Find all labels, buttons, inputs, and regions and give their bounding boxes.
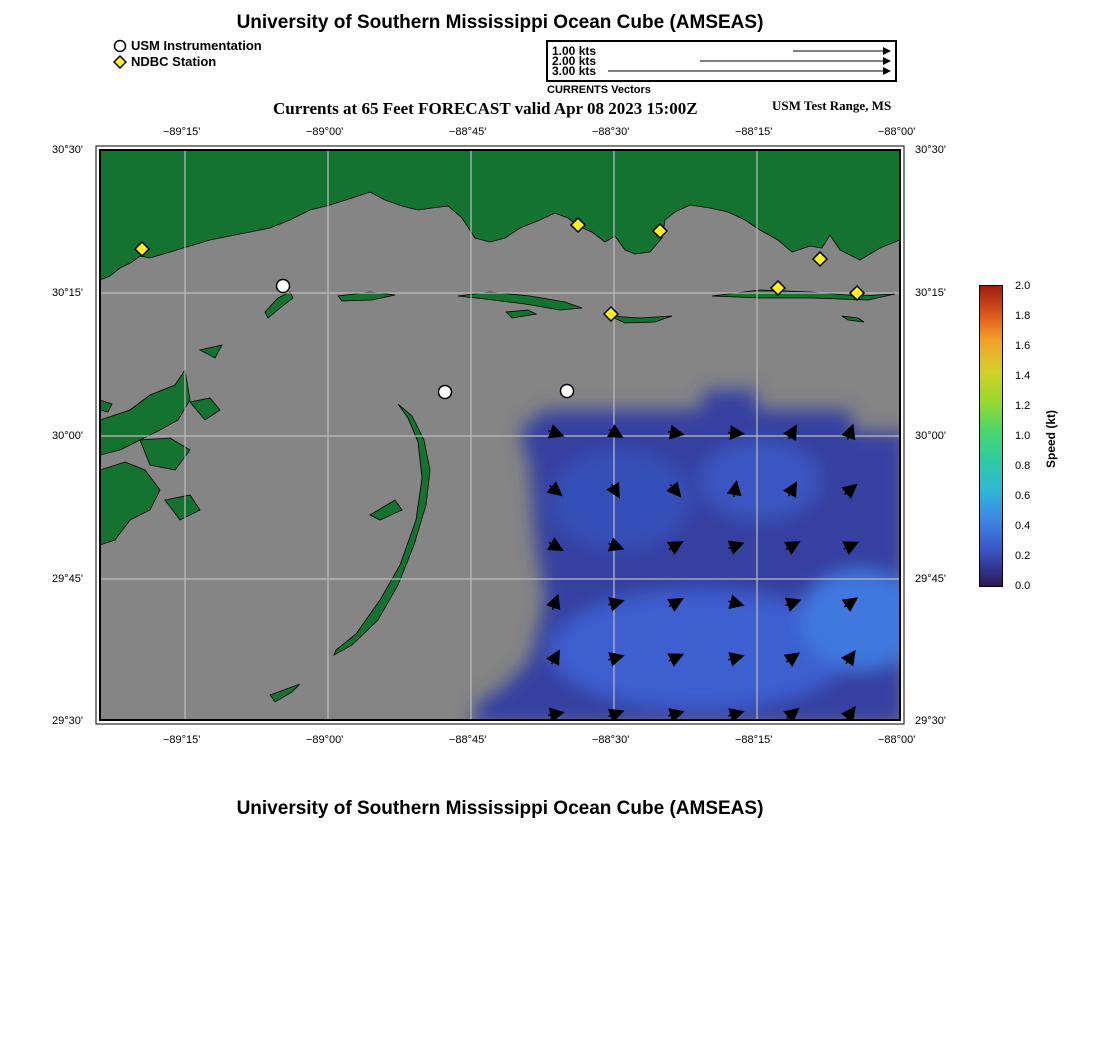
usm-station-marker[interactable] xyxy=(561,385,574,398)
current-map xyxy=(90,140,914,732)
footer-title: University of Southern Mississippi Ocean Cube (AMSEAS) xyxy=(236,798,764,819)
lon-tick-top-5: −88°15' xyxy=(735,126,773,138)
lat-tick-right-5: 29°30' xyxy=(915,715,946,727)
colorbar-tick: 2.0 xyxy=(1015,280,1031,292)
map-subtitle: Currents at 65 Feet FORECAST valid Apr 08 2023 15:00Z xyxy=(273,99,698,118)
lon-tick-bottom-6: −88°00' xyxy=(878,734,916,746)
legend-usm-label: USM Instrumentation xyxy=(131,38,262,53)
colorbar-tick: 1.4 xyxy=(1015,370,1031,382)
lat-tick-left-5: 29°30' xyxy=(52,715,83,727)
lat-tick-left-3: 30°00' xyxy=(52,430,83,442)
colorbar-tick: 1.8 xyxy=(1015,310,1031,322)
colorbar-tick: 1.6 xyxy=(1015,340,1031,352)
lon-tick-bottom-1: −89°15' xyxy=(163,734,201,746)
lon-tick-top-3: −88°45' xyxy=(449,126,487,138)
colorbar-tick: 0.0 xyxy=(1015,580,1031,592)
lon-tick-bottom-3: −88°45' xyxy=(449,734,487,746)
vector-label-3: 3.00 kts xyxy=(552,64,597,78)
vector-scale-box xyxy=(546,40,897,82)
colorbar-label: Speed (kt) xyxy=(1044,409,1058,468)
speed-colorbar xyxy=(979,285,1003,587)
legend-ndbc xyxy=(113,54,262,69)
lon-tick-bottom-2: −89°00' xyxy=(306,734,344,746)
colorbar-tick: 1.2 xyxy=(1015,400,1031,412)
lat-tick-left-4: 29°45' xyxy=(52,573,83,585)
usm-station-marker[interactable] xyxy=(439,386,452,399)
vector-caption: CURRENTS Vectors xyxy=(547,84,651,96)
lon-tick-bottom-5: −88°15' xyxy=(735,734,773,746)
colorbar-tick: 0.8 xyxy=(1015,460,1031,472)
lat-tick-left-2: 30°15' xyxy=(52,287,83,299)
lon-tick-top-6: −88°00' xyxy=(878,126,916,138)
usm-circle-icon xyxy=(113,39,127,53)
colorbar-tick: 0.2 xyxy=(1015,550,1031,562)
range-label: USM Test Range, MS xyxy=(772,98,892,113)
usm-station-marker[interactable] xyxy=(277,280,290,293)
lon-tick-bottom-4: −88°30' xyxy=(592,734,630,746)
vector-label-1: 1.00 kts xyxy=(552,44,597,58)
marker-legend xyxy=(113,38,262,69)
vector-scale-arrows xyxy=(548,42,895,80)
lat-tick-right-1: 30°30' xyxy=(915,144,946,156)
lon-tick-top-1: −89°15' xyxy=(163,126,201,138)
lat-tick-right-3: 30°00' xyxy=(915,430,946,442)
ndbc-diamond-icon xyxy=(113,55,127,69)
colorbar-tick: 1.0 xyxy=(1015,430,1031,442)
lat-tick-right-2: 30°15' xyxy=(915,287,946,299)
lon-tick-top-4: −88°30' xyxy=(592,126,630,138)
legend-ndbc-label: NDBC Station xyxy=(131,54,217,69)
vector-label-2: 2.00 kts xyxy=(552,54,597,68)
lon-tick-top-2: −89°00' xyxy=(306,126,344,138)
lat-tick-right-4: 29°45' xyxy=(915,573,946,585)
colorbar-tick: 0.6 xyxy=(1015,490,1031,502)
legend-usm xyxy=(113,38,262,53)
lat-tick-left-1: 30°30' xyxy=(52,144,83,156)
page-title: University of Southern Mississippi Ocean Cube (AMSEAS) xyxy=(236,12,764,33)
colorbar-tick: 0.4 xyxy=(1015,520,1031,532)
